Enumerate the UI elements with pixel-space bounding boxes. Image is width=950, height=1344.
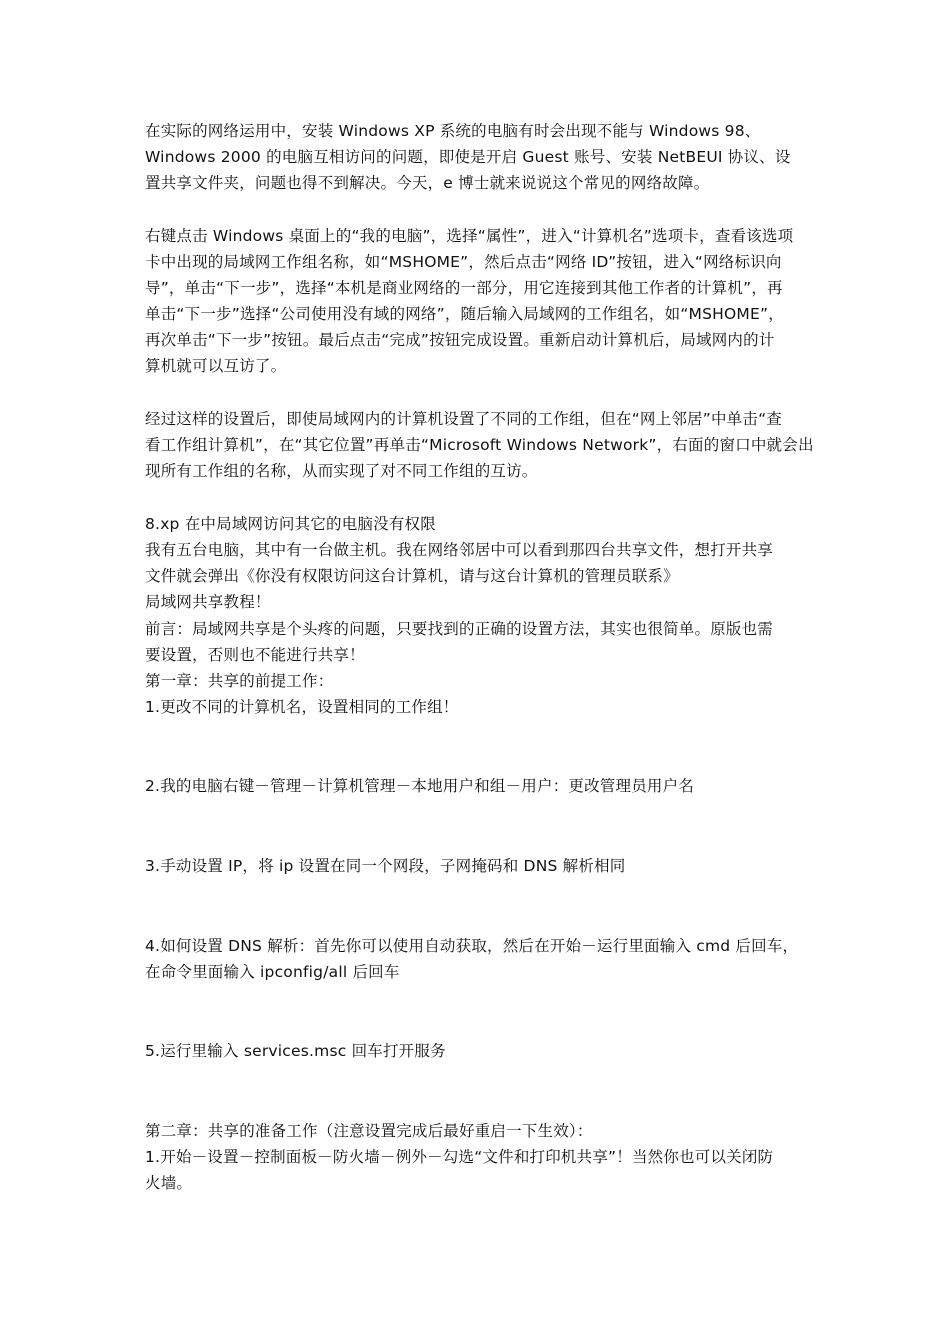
paragraph-3-line-1: 经过这样的设置后，即使局域网内的计算机设置了不同的工作组，但在“网上邻居”中单击“查	[145, 410, 782, 428]
paragraph-1-line-2: Windows 2000 的电脑互相访问的问题，即使是开启 Guest 账号、安装 NetBEUI 协议、设	[145, 148, 791, 166]
section-8-line-6: 要设置，否则也不能进行共享！	[145, 646, 365, 664]
section-8-heading: 8.xp 在中局域网访问其它的电脑没有权限	[145, 515, 436, 533]
paragraph-2-line-3: 导”，单击“下一步”，选择“本机是商业网络的一部分，用它连接到其他工作者的计算机”，再	[145, 279, 783, 297]
paragraph-2-line-1: 右键点击 Windows 桌面上的“我的电脑”，选择“属性”，进入“计算机名”选项卡，查看该选项	[145, 227, 794, 245]
chapter-2-step-1-line-1: 1.开始－设置－控制面板－防火墙－例外－勾选“文件和打印机共享”！当然你也可以关闭防	[145, 1148, 774, 1166]
step-3: 3.手动设置 IP，将 ip 设置在同一个网段，子网掩码和 DNS 解析相同	[145, 857, 626, 875]
section-8-line-5: 前言：局域网共享是个头疼的问题，只要找到的正确的设置方法，其实也很简单。原版也需	[145, 620, 774, 638]
step-5: 5.运行里输入 services.msc 回车打开服务	[145, 1042, 446, 1060]
chapter-2-heading: 第二章：共享的准备工作（注意设置完成后最好重启一下生效）：	[145, 1122, 593, 1140]
step-1: 1.更改不同的计算机名，设置相同的工作组！	[145, 698, 459, 716]
paragraph-2-line-5: 再次单击“下一步”按钮。最后点击“完成”按钮完成设置。重新启动计算机后，局域网内的计	[145, 331, 775, 349]
paragraph-3-line-3: 现所有工作组的名称，从而实现了对不同工作组的互访。	[145, 462, 538, 480]
section-8-line-3: 文件就会弹出《你没有权限访问这台计算机，请与这台计算机的管理员联系》	[145, 567, 679, 585]
paragraph-2-line-6: 算机就可以互访了。	[145, 357, 287, 375]
section-8-line-2: 我有五台电脑，其中有一台做主机。我在网络邻居中可以看到那四台共享文件，想打开共享	[145, 541, 774, 559]
chapter-1-heading: 第一章：共享的前提工作：	[145, 672, 334, 690]
paragraph-1-line-3: 置共享文件夹，问题也得不到解决。今天，e 博士就来说说这个常见的网络故障。	[145, 174, 710, 192]
step-2: 2.我的电脑右键－管理－计算机管理－本地用户和组－用户：更改管理员用户名	[145, 777, 694, 795]
paragraph-3-line-2: 看工作组计算机”，在“其它位置”再单击“Microsoft Windows Network”，右面的窗口中就会出	[145, 436, 814, 454]
step-4-line-1: 4.如何设置 DNS 解析：首先你可以使用自动获取，然后在开始－运行里面输入 cmd 后回车，	[145, 937, 799, 955]
chapter-2-step-1-line-2: 火墙。	[145, 1174, 193, 1192]
paragraph-2-line-2: 卡中出现的局域网工作组名称，如“MSHOME”，然后点击“网络 ID”按钮，进入“网络标识向	[145, 253, 782, 271]
paragraph-1-line-1: 在实际的网络运用中，安装 Windows XP 系统的电脑有时会出现不能与 Windows 98、	[145, 122, 761, 140]
step-4-line-2: 在命令里面输入 ipconfig/all 后回车	[145, 963, 400, 981]
paragraph-2-line-4: 单击“下一步”选择“公司使用没有域的网络”，随后输入局域网的工作组名，如“MSHOME”，	[145, 305, 784, 323]
section-8-line-4: 局域网共享教程！	[145, 593, 271, 611]
